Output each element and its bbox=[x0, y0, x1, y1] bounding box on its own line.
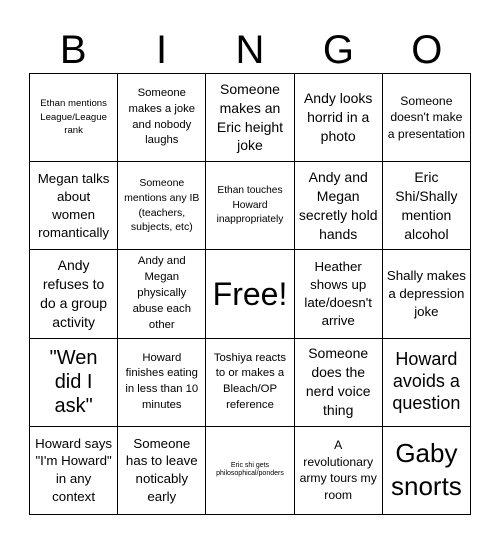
header-letter-g: G bbox=[322, 28, 354, 72]
cell-text: "Wen did I ask" bbox=[49, 346, 98, 418]
cell-text: Howard finishes eating in less than 10 minutes bbox=[125, 351, 199, 411]
header-letter-n: N bbox=[235, 28, 265, 72]
cell-text: Someone mentions any IB (teachers, subjects, etc) bbox=[124, 177, 200, 234]
bingo-free-space[interactable] bbox=[206, 250, 294, 338]
bingo-card-grid bbox=[29, 73, 471, 515]
bingo-cell[interactable] bbox=[383, 250, 471, 338]
bingo-cell[interactable] bbox=[383, 427, 471, 515]
cell-text: Someone doesn't make a presentation bbox=[387, 93, 466, 141]
cell-text: Someone makes an Eric height joke bbox=[216, 80, 284, 154]
bingo-cell[interactable] bbox=[206, 339, 294, 427]
bingo-cell[interactable] bbox=[295, 74, 383, 162]
cell-text: Someone makes a joke and nobody laughs bbox=[128, 86, 196, 147]
bingo-cell[interactable] bbox=[118, 427, 206, 515]
bingo-cell[interactable] bbox=[383, 339, 471, 427]
cell-text: Andy refuses to do a group activity bbox=[40, 257, 108, 330]
cell-text: Heather shows up late/doesn't arrive bbox=[304, 259, 372, 328]
bingo-cell[interactable] bbox=[118, 250, 206, 338]
bingo-cell[interactable] bbox=[206, 74, 294, 162]
cell-text: Howard says "I'm Howard" in any context bbox=[35, 435, 113, 505]
bingo-cell[interactable] bbox=[383, 162, 471, 250]
header-letter-b: B bbox=[59, 28, 87, 72]
bingo-cell[interactable] bbox=[383, 74, 471, 162]
bingo-cell[interactable] bbox=[118, 162, 206, 250]
cell-text: Ethan mentions League/League rank bbox=[40, 98, 107, 137]
cell-text: Ethan touches Howard inappropriately bbox=[216, 185, 284, 225]
cell-text: Someone does the nerd voice thing bbox=[305, 345, 371, 419]
cell-text: Andy looks horrid in a photo bbox=[303, 90, 373, 145]
cell-text: Howard avoids a question bbox=[392, 349, 461, 414]
cell-text: Andy and Megan physically abuse each other bbox=[132, 255, 191, 331]
bingo-cell[interactable] bbox=[295, 250, 383, 338]
cell-text: Megan talks about women romantically bbox=[37, 170, 110, 240]
cell-text: Eric shi gets philosophical/ponders bbox=[216, 462, 284, 478]
bingo-header bbox=[29, 26, 471, 74]
bingo-cell[interactable] bbox=[295, 162, 383, 250]
cell-text: Eric Shi/Shally mention alcohol bbox=[395, 169, 458, 242]
bingo-cell[interactable] bbox=[30, 339, 118, 427]
header-letter-o: O bbox=[411, 28, 443, 72]
bingo-cell[interactable] bbox=[30, 74, 118, 162]
bingo-cell[interactable] bbox=[30, 427, 118, 515]
cell-text: Shally makes a depression joke bbox=[386, 268, 466, 319]
cell-text: A revolutionary army tours my room bbox=[299, 438, 377, 502]
cell-text: Someone has to leave noticably early bbox=[125, 435, 198, 505]
cell-text: Gaby snorts bbox=[390, 438, 462, 502]
bingo-cell[interactable] bbox=[118, 74, 206, 162]
bingo-cell[interactable] bbox=[295, 427, 383, 515]
cell-text: Andy and Megan secretly hold hands bbox=[298, 169, 378, 242]
cell-text: Toshiya reacts to or makes a Bleach/OP reference bbox=[213, 351, 287, 411]
bingo-cell[interactable] bbox=[295, 339, 383, 427]
header-letter-i: I bbox=[156, 28, 168, 72]
bingo-cell[interactable] bbox=[206, 162, 294, 250]
bingo-cell[interactable] bbox=[30, 162, 118, 250]
bingo-cell[interactable] bbox=[206, 427, 294, 515]
free-space-label: Free! bbox=[212, 275, 288, 312]
bingo-cell[interactable] bbox=[118, 339, 206, 427]
bingo-cell[interactable] bbox=[30, 250, 118, 338]
